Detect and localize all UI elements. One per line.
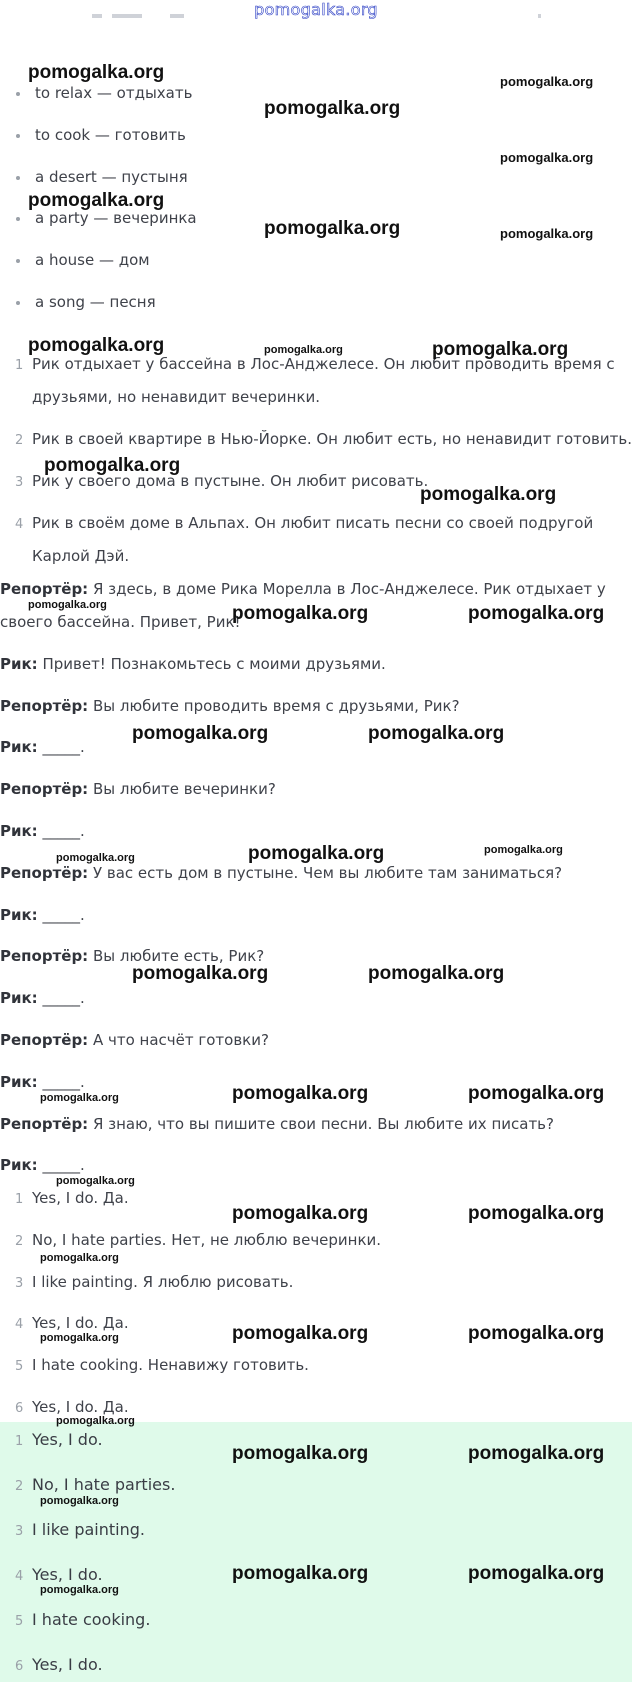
vocab-item: a song — песня (20, 293, 156, 311)
watermark: pomogalka.org (468, 1203, 605, 1224)
watermark: pomogalka.org (368, 723, 505, 744)
speaker-label: Репортёр: (0, 864, 89, 882)
final-answer-item: 2 No, I hate parties. (15, 1475, 176, 1494)
bullet-icon (16, 134, 20, 138)
speaker-label: Репортёр: (0, 780, 89, 798)
bullet-icon (16, 92, 20, 96)
watermark: pomogalka.org (432, 339, 569, 360)
watermark: pomogalka.org (420, 484, 557, 505)
speaker-label: Рик: (0, 655, 38, 673)
dialogue-line: Репортёр: Вы любите проводить время с друзьями, Рик? (0, 697, 460, 715)
watermark: pomogalka.org (468, 1563, 605, 1584)
watermark: pomogalka.org (28, 190, 165, 211)
dialogue-line: Репортёр: У вас есть дом в пустыне. Чем вы любите там заниматься? (0, 864, 563, 882)
watermark: pomogalka.org (368, 963, 505, 984)
speaker-label: Репортёр: (0, 1115, 89, 1133)
watermark: pomogalka.org (28, 62, 165, 83)
vocab-item: a house — дом (20, 251, 150, 269)
watermark: pomogalka.org (500, 226, 594, 241)
answer-item: 2 No, I hate parties. Нет, не люблю вечеринки. (15, 1231, 382, 1249)
watermark: pomogalka.org (232, 1203, 369, 1224)
watermark: pomogalka.org (500, 74, 594, 89)
speaker-label: Рик: (0, 989, 38, 1007)
dialogue-line: Репортёр: А что насчёт готовки? (0, 1031, 269, 1049)
watermark: pomogalka.org (500, 150, 594, 165)
answer-item: 1 Yes, I do. Да. (15, 1189, 129, 1207)
answer-item: 5 I hate cooking. Ненавижу готовить. (15, 1356, 309, 1374)
watermark: pomogalka.org (264, 98, 401, 119)
answer-item: 4 Yes, I do. Да. (15, 1314, 129, 1332)
cut-text-fragment (92, 14, 102, 18)
dialogue-line: Рик: _____. (0, 906, 85, 924)
watermark: pomogalka.org (484, 844, 563, 856)
speaker-label: Репортёр: (0, 580, 89, 598)
watermark: pomogalka.org (248, 843, 385, 864)
watermark: pomogalka.org (468, 1443, 605, 1464)
top-watermark: pomogalka.org (254, 0, 378, 19)
watermark: pomogalka.org (40, 1584, 119, 1596)
watermark: pomogalka.org (56, 1415, 135, 1427)
cut-text-fragment (538, 14, 541, 18)
dialogue-line: своего бассейна. Привет, Рик! (0, 613, 241, 631)
bullet-icon (16, 259, 20, 263)
watermark: pomogalka.org (264, 344, 343, 356)
watermark: pomogalka.org (232, 1083, 369, 1104)
watermark: pomogalka.org (132, 723, 269, 744)
watermark: pomogalka.org (468, 603, 605, 624)
sentence-item: 2 Рик в своей квартире в Нью-Йорке. Он любит есть, но ненавидит готовить. (15, 430, 632, 448)
cut-text-fragment (170, 14, 184, 18)
speaker-label: Репортёр: (0, 947, 89, 965)
speaker-label: Рик: (0, 1073, 38, 1091)
vocab-item: a desert — пустыня (20, 168, 188, 186)
dialogue-line: Рик: _____. (0, 738, 85, 756)
speaker-label: Репортёр: (0, 1031, 89, 1049)
final-answer-item: 5 I hate cooking. (15, 1610, 151, 1629)
sentence-item: 1 Рик отдыхает у бассейна в Лос-Анджелесе. Он любит проводить время с (15, 355, 615, 373)
watermark: pomogalka.org (232, 1323, 369, 1344)
watermark: pomogalka.org (40, 1092, 119, 1104)
final-answer-item: 1 Yes, I do. (15, 1430, 103, 1449)
sentence-item: 3 Рик у своего дома в пустыне. Он любит рисовать. (15, 472, 429, 490)
sentence-item: 4 Рик в своём доме в Альпах. Он любит писать песни со своей подругой (15, 514, 594, 532)
final-answer-item: 6 Yes, I do. (15, 1655, 103, 1674)
dialogue-line: Рик: _____. (0, 1156, 85, 1174)
dialogue-line: Репортёр: Вы любите есть, Рик? (0, 947, 265, 965)
watermark: pomogalka.org (232, 1443, 369, 1464)
speaker-label: Рик: (0, 906, 38, 924)
watermark: pomogalka.org (132, 963, 269, 984)
speaker-label: Рик: (0, 738, 38, 756)
vocab-item: to cook — готовить (20, 126, 186, 144)
vocab-item: a party — вечеринка (20, 209, 197, 227)
watermark: pomogalka.org (232, 603, 369, 624)
bullet-icon (16, 176, 20, 180)
watermark: pomogalka.org (56, 1175, 135, 1187)
answer-item: 3 I like painting. Я люблю рисовать. (15, 1273, 294, 1291)
bullet-icon (16, 301, 20, 305)
final-answer-item: 3 I like painting. (15, 1520, 145, 1539)
cut-text-fragment (112, 14, 142, 18)
watermark: pomogalka.org (40, 1252, 119, 1264)
watermark: pomogalka.org (28, 599, 107, 611)
vocab-item: to relax — отдыхать (20, 84, 192, 102)
watermark: pomogalka.org (28, 335, 165, 356)
speaker-label: Репортёр: (0, 697, 89, 715)
watermark: pomogalka.org (232, 1563, 369, 1584)
final-answer-item: 4 Yes, I do. (15, 1565, 103, 1584)
dialogue-line: Рик: Привет! Познакомьтесь с моими друзьями. (0, 655, 386, 673)
answer-item: 6 Yes, I do. Да. (15, 1398, 129, 1416)
speaker-label: Рик: (0, 822, 38, 840)
watermark: pomogalka.org (40, 1332, 119, 1344)
watermark: pomogalka.org (264, 218, 401, 239)
watermark: pomogalka.org (40, 1495, 119, 1507)
sentence-line: друзьями, но ненавидит вечеринки. (32, 388, 321, 406)
dialogue-line: Репортёр: Я знаю, что вы пишите свои песни. Вы любите их писать? (0, 1115, 554, 1133)
dialogue-line: Рик: _____. (0, 1073, 85, 1091)
bullet-icon (16, 217, 20, 221)
watermark: pomogalka.org (468, 1323, 605, 1344)
speaker-label: Рик: (0, 1156, 38, 1174)
dialogue-line: Рик: _____. (0, 989, 85, 1007)
dialogue-line: Репортёр: Вы любите вечеринки? (0, 780, 276, 798)
dialogue-line: Рик: _____. (0, 822, 85, 840)
dialogue-line: Репортёр: Я здесь, в доме Рика Морелла в Лос-Анджелесе. Рик отдыхает у (0, 580, 606, 598)
sentence-line: Карлой Дэй. (32, 547, 130, 565)
watermark: pomogalka.org (56, 852, 135, 864)
watermark: pomogalka.org (44, 455, 181, 476)
watermark: pomogalka.org (468, 1083, 605, 1104)
